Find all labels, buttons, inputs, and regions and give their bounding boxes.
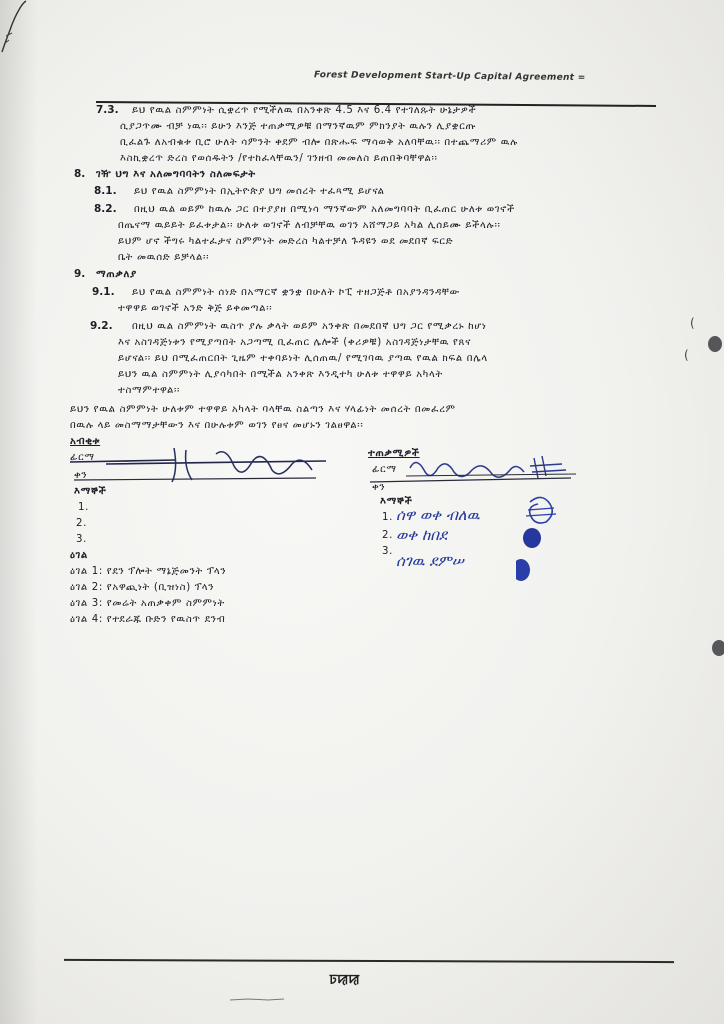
witness-name: ሰገዉ ደምሠ bbox=[396, 552, 464, 570]
body-line: ተዋዋይ ወገኖች አንድ ቅጅ ይቀመጣል፡፡ bbox=[118, 303, 273, 314]
annex-heading: ዕገል bbox=[70, 550, 88, 561]
date-label: ቀን bbox=[74, 470, 88, 481]
body-line: በዚህ ዉል ስምምነት ዉስጥ ያሉ ቃላት ወይም አንቀጽ በመደበኛ ህግ ጋር የሚቃረኑ ከሆነ bbox=[132, 321, 487, 332]
signature-label: ፊርማ bbox=[70, 452, 95, 463]
body-line: እስኪቋረጥ ድረስ የወሰዱትን /የተከፈላቸዉን/ ገንዘብ መመለስ ይጠበቅባቸዋል፡፡ bbox=[120, 153, 438, 164]
date-label: ቀን bbox=[372, 482, 386, 493]
party-heading: አብቂቱ bbox=[70, 436, 101, 447]
body-line: በጤናማ ዉይይት ይፈቱታል፡፡ ሁለቱ ወገኖች ለብቻቸዉ ወገን አሸማጋይ አካል ሊሰይሙ ይችላሉ፡፡ bbox=[118, 220, 501, 231]
body-line: ቤት መዉሰድ ይቻላል፡፡ bbox=[118, 252, 210, 263]
body-line: ይህን ዉል ስምምነት ሊያሳካበት በሚችል አንቀጽ እንዲተካ ሁለቱ ተዋዋይ አካላት bbox=[118, 369, 443, 380]
page-edge-shadow bbox=[0, 0, 38, 1024]
body-line: በዉሉ ላይ መስማማታቸውን እና በሁሉቱም ወገን የፀና መሆኑን ገልፀዋል፡፡ bbox=[70, 420, 364, 431]
binder-hole bbox=[712, 640, 724, 656]
section-number: 8. bbox=[74, 168, 86, 180]
body-line: ይህም ሆኖ ችግሩ ካልተፈታና ስምምነት መድረስ ካልተቻለ ጉዳዩን ወደ መደበኛ ፍርድ bbox=[118, 236, 454, 247]
body-line: ይህ የዉል ስምምነት በኢትዮጵያ ህግ መሰረት ተፈጻሚ ይሆናል bbox=[134, 186, 385, 197]
body-line: ቢፈልጉ ለአብቁቱ ቢሮ ሁለት ሳምንት ቀደም ብሎ በጽሑፍ ማሳወቅ አለባቸዉ፡፡ በተጨማሪም ዉሉ bbox=[120, 137, 519, 148]
body-line: ይህ የዉል ስምምነት ሰነድ በአማርኛ ቋንቋ በሁለት ኮፒ ተዘጋጅቶ በአያንዳንዳቸው bbox=[132, 287, 461, 298]
section-number: 9. bbox=[74, 268, 86, 280]
annex-item: ዕገል 4: የተደራጁ ቡድን የዉስጥ ደንብ bbox=[70, 614, 226, 625]
clause-number: 8.2. bbox=[94, 203, 117, 215]
bottom-smudge bbox=[228, 994, 288, 1004]
corner-mark bbox=[0, 0, 30, 56]
annex-item: ዕገል 2: የአዋጪነት (ቢዝነስ) ፕላን bbox=[70, 582, 215, 593]
clause-number: 9.1. bbox=[92, 286, 115, 298]
party-heading: ተጠቃሚዎች bbox=[368, 448, 420, 459]
witness-number: 3. bbox=[382, 546, 393, 557]
clause-number: 7.3. bbox=[96, 104, 119, 116]
witness-number: 3. bbox=[76, 534, 87, 545]
body-line: እና አስገዳጅነቱን የሚያጣበት አጋጣሚ ቢፈጠር ሌሎች (ቀሪዎቹ) አስገዳጅነታቸዉ የጸና bbox=[118, 337, 472, 348]
margin-mark: ( bbox=[684, 348, 689, 362]
witness-number: 2. bbox=[76, 518, 87, 529]
witnesses-label: እማኞች bbox=[380, 496, 413, 507]
fingerprint-marks bbox=[516, 492, 576, 592]
witness-number: 1. bbox=[382, 512, 393, 523]
body-line: ተስማምተዋል፡፡ bbox=[118, 385, 181, 396]
witness-number: 1. bbox=[78, 502, 89, 513]
body-line: ይሆናል፡፡ ይህ በሚፈጠርበት ጊዜም ተቀባይነት ሊሰጠዉ/ የሚገባዉ ያጣዉ የዉል ክፍል በሌላ bbox=[118, 353, 488, 364]
body-line: ይህን የዉል ስምምነት ሁለቱም ተዋዋይ አካላት ባላቸዉ ስልጣን እና ሃላፊነት መሰረት በመፈረም bbox=[70, 404, 456, 415]
binder-hole bbox=[708, 336, 722, 352]
witness-number: 2. bbox=[382, 530, 393, 541]
footer-rule bbox=[64, 959, 674, 963]
page-number: ꠑꠢꠢ bbox=[329, 973, 361, 988]
body-line: ይህ የዉል ስምምነት ሲቋረጥ የሚችለዉ በአንቀጽ 4.5 እና 6.4 የተገለጹት ሁኔታዎች bbox=[132, 105, 477, 116]
witnesses-label: እማኞች bbox=[74, 486, 107, 497]
section-heading: ገዥ ህግ እና አለመግባባትን ስለመፍታት bbox=[96, 169, 256, 180]
annex-item: ዕገል 1: የደን ፕሎት ማኔጅመንት ፕላን bbox=[70, 566, 227, 577]
witness-name: ሰዋ ወቀ ብለዉ bbox=[396, 506, 480, 524]
signature-label: ፊርማ bbox=[372, 464, 397, 475]
witness-name: ወቀ ከበደ bbox=[396, 526, 448, 544]
margin-mark: ( bbox=[690, 316, 695, 330]
clause-number: 9.2. bbox=[90, 320, 113, 332]
clause-number: 8.1. bbox=[94, 185, 117, 197]
header-title: Forest Development Start-Up Capital Agreement = bbox=[313, 70, 586, 84]
signature-scribble-left bbox=[66, 440, 336, 490]
body-line: በዚህ ዉል ወይም ከዉሉ ጋር በተያያዘ በሚነሳ ማንኛውም አለመግባባት ቢፈጠር ሁለቱ ወገኖች bbox=[134, 204, 515, 215]
annex-item: ዕገል 3: የመሬት አጠቃቀም ስምምነት bbox=[70, 598, 225, 609]
body-line: ሲያጋጥሙ ብቻ ነዉ፡፡ ይሁን እንጅ ተጠቃሚዎቹ በማንኛዉም ምክንያት ዉሉን ሊያቋርጡ bbox=[120, 121, 477, 132]
section-heading: ማጠቃለያ bbox=[96, 269, 137, 280]
